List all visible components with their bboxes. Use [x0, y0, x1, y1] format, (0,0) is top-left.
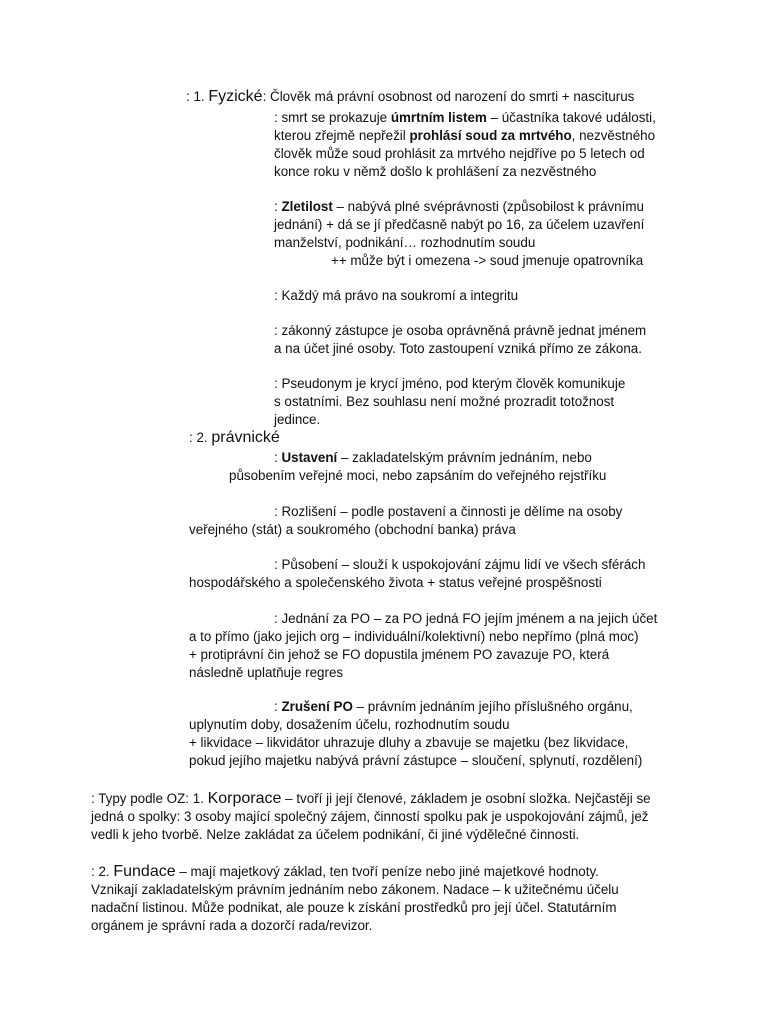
- zruseni-line-1: : Zrušení PO – právním jednáním jejího příslušného orgánu,: [274, 699, 633, 714]
- rep-line-2: a na účet jiné osoby. Toto zastoupení vzniká přímo ze zákona.: [274, 341, 642, 356]
- korporace-line-1: : Typy podle OZ: 1. Korporace – tvoří ji její členové, základem je osobní složka. Nejčastěji se: [91, 790, 651, 807]
- fundace-line-4: orgánem je správní rada a dozorčí rada/revizor.: [91, 918, 373, 933]
- pravnicke-heading: právnické: [211, 429, 280, 446]
- korporace-line-2: jedná o spolky: 3 osoby mající společný zájem, činností spolku pak je uspokojování zájmů, jež: [91, 809, 649, 824]
- privacy-line: : Každý má právo na soukromí a integritu: [274, 288, 519, 303]
- pseudonym-line-3: jedince.: [274, 412, 321, 427]
- pusobeni-line-2: hospodářského a společenského života + status veřejné prospěšnosti: [189, 575, 602, 590]
- death-line-2: kterou zřejmě nepřežil prohlásí soud za mrtvého, nezvěstného: [274, 128, 656, 143]
- age-line-1: : Zletilost – nabývá plné svéprávnosti (způsobilost k právnímu: [274, 199, 644, 214]
- death-line-1: : smrt se prokazuje úmrtním listem – účastníka takové události,: [274, 110, 656, 125]
- korporace-heading: Korporace: [207, 790, 282, 807]
- fundace-line-2: Vznikají zakladatelským právním jednáním nebo zákonem. Nadace – k užitečnému účelu: [91, 882, 619, 897]
- pusobeni-line-1: : Působení – slouží k uspokojování zájmu lidí ve všech sférách: [274, 557, 646, 572]
- fundace-heading: Fundace: [113, 863, 176, 880]
- fyzicke-heading-line: : 1. Fyzické: Člověk má právní osobnost od narození do smrti + nasciturus: [186, 88, 635, 105]
- jednani-line-2: a to přímo (jako jejich org – individuální/kolektivní) nebo nepřímo (plná moc): [189, 629, 639, 644]
- jednani-line-4: následně uplatňuje regres: [189, 665, 344, 680]
- age-line-3: manželství, podnikání… rozhodnutím soudu: [274, 235, 536, 250]
- death-line-4: konce roku v němž došlo k prohlášení za nezvěstného: [274, 164, 597, 179]
- pseudonym-line-2: s ostatními. Bez souhlasu není možné prozradit totožnost: [274, 394, 615, 409]
- zruseni-line-3: + likvidace – likvidátor uhrazuje dluhy a zbavuje se majetku (bez likvidace,: [189, 735, 629, 750]
- ustaveni-line-1: : Ustavení – zakladatelským právním jednáním, nebo: [274, 450, 592, 465]
- death-line-3: člověk může soud prohlásit za mrtvého nejdříve po 5 letech od: [274, 146, 645, 161]
- fundace-line-3: nadační listinou. Může podnikat, ale pouze k získání prostředků pro její účel. Statutárním: [91, 900, 617, 915]
- age-line-4: ++ může být i omezena -> soud jmenuje opatrovníka: [331, 253, 644, 268]
- jednani-line-1: : Jednání za PO – za PO jedná FO jejím jménem a na jejich účet: [274, 611, 658, 626]
- pseudonym-line-1: : Pseudonym je krycí jméno, pod kterým člověk komunikuje: [274, 376, 626, 391]
- jednani-line-3: + protiprávní čin jehož se FO dopustila jménem PO zavazuje PO, která: [189, 647, 610, 662]
- fyzicke-heading: Fyzické: [208, 88, 263, 105]
- fundace-line-1: : 2. Fundace – mají majetkový základ, ten tvoří peníze nebo jiné majetkové hodnoty.: [91, 863, 599, 880]
- zruseni-line-4: pokud jejího majetku nabývá právní zástupce – sloučení, splynutí, rozdělení): [189, 753, 643, 768]
- korporace-line-3: vedli k jeho tvorbě. Nelze zakládat za účelem podnikání, či jiné výdělečné činnosti.: [91, 827, 580, 842]
- ustaveni-line-2: působením veřejné moci, nebo zapsáním do veřejného rejstříku: [229, 468, 607, 483]
- age-line-2: jednání) + dá se jí předčasně nabýt po 16, za účelem uzavření: [274, 217, 645, 232]
- zruseni-line-2: uplynutím doby, dosažením účelu, rozhodnutím soudu: [189, 717, 510, 732]
- rozliseni-line-2: veřejného (stát) a soukromého (obchodní banka) práva: [189, 522, 516, 537]
- pravnicke-heading-line: : 2. právnické: [189, 429, 280, 446]
- rozliseni-line-1: : Rozlišení – podle postavení a činnosti je dělíme na osoby: [274, 504, 623, 519]
- rep-line-1: : zákonný zástupce je osoba oprávněná právně jednat jménem: [274, 323, 647, 338]
